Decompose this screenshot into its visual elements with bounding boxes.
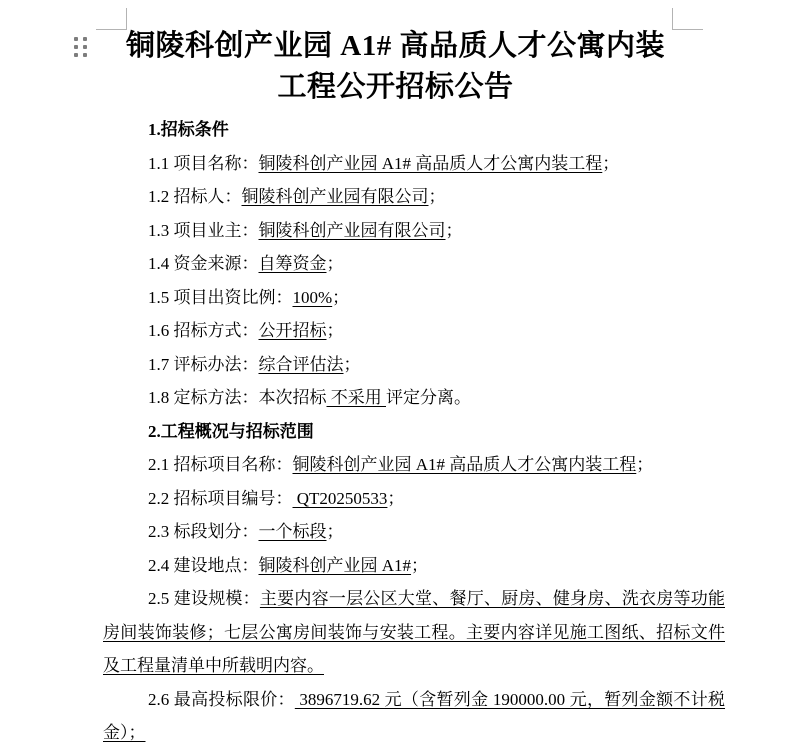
item-suffix: ； [326,254,344,273]
item-1-7 [103,348,725,382]
grip-dot [74,37,78,41]
item-suffix: ； [332,287,350,307]
item-2-3 [103,515,725,549]
item-label: 1.7 评标办法： [148,354,259,374]
item-2-5 [103,582,725,683]
item-1-8 [103,381,725,415]
item-label: 2.3 标段划分： [148,522,259,541]
item-value: QT20250533 [292,488,388,508]
item-2-2 [103,482,725,516]
item-value: 一个标段 [258,522,327,541]
item-value: 100% [292,287,333,307]
item-label: 1.2 招标人： [148,187,242,206]
item-value: 铜陵科创产业园有限公司 [241,187,429,206]
item-1-4 [103,247,725,281]
item-label: 2.6 最高投标限价： [148,689,295,709]
item-value: 公开招标 [258,321,327,340]
item-value: 铜陵科创产业园有限公司 [258,220,446,240]
item-1-1 [103,147,725,181]
section-heading-2: 2.工程概况与招标范围 [148,421,314,441]
item-label: 2.5 建设规模： [148,589,260,608]
item-1-2 [103,180,725,214]
grip-dot [83,37,87,41]
item-value: 主要内容一层公区大堂、餐厅、厨房、健身房、洗衣房等功能房间装饰装修；七层公寓房间装饰与安装工程。主要内容详见施工图纸、招标文件及工程量清单中所载明内容。 [103,589,725,675]
item-suffix: ； [326,522,344,541]
item-value: 综合评估法 [258,354,344,374]
item-suffix: 评定分离。 [386,388,471,407]
item-label: 1.8 定标方法：本次招标 [148,388,327,407]
text-boundary-mark-top-right [672,8,703,30]
title-line-1: 铜陵科创产业园 A1# 高品质人才公寓内装 [126,30,665,62]
item-value: 不采用 [326,388,386,407]
item-1-3 [103,214,725,248]
item-label: 2.4 建设地点： [148,555,259,575]
item-suffix: ； [343,354,361,374]
item-suffix: ； [428,187,446,206]
drag-handle-icon[interactable] [74,37,87,57]
item-suffix: ； [602,153,620,173]
grip-dot [74,45,78,49]
item-label: 1.6 招标方式： [148,321,259,340]
item-value: 铜陵科创产业园 A1# 高品质人才公寓内装工程 [292,455,637,474]
item-2-6 [103,683,725,750]
grip-dot [83,45,87,49]
item-suffix: ； [411,555,429,575]
item-1-5 [103,281,725,315]
item-label: 2.2 招标项目编号： [148,488,293,508]
item-suffix: ； [445,220,463,240]
grip-dot [83,53,87,57]
item-label: 2.1 招标项目名称： [148,455,293,474]
item-value: 自筹资金 [258,254,327,273]
item-2-4 [103,549,725,583]
item-suffix: ； [636,455,654,474]
title-line-2: 工程公开招标公告 [277,71,514,103]
section-heading-1: 1.招标条件 [148,120,229,139]
item-label: 1.3 项目业主： [148,220,259,240]
item-1-6 [103,314,725,348]
text-boundary-mark-top-left [96,8,127,30]
grip-dot [74,53,78,57]
item-value: 3896719.62 元（含暂列金 190000.00 元，暂列金额不计税金）； [103,689,726,742]
document-body [103,113,725,750]
item-suffix: ； [387,488,405,508]
item-value: 铜陵科创产业园 A1# 高品质人才公寓内装工程 [258,153,603,173]
item-value: 铜陵科创产业园 A1# [258,555,412,575]
item-suffix: ； [326,321,344,340]
item-label: 1.4 资金来源： [148,254,259,273]
item-label: 1.5 项目出资比例： [148,287,293,307]
item-label: 1.1 项目名称： [148,153,259,173]
item-2-1 [103,448,725,482]
